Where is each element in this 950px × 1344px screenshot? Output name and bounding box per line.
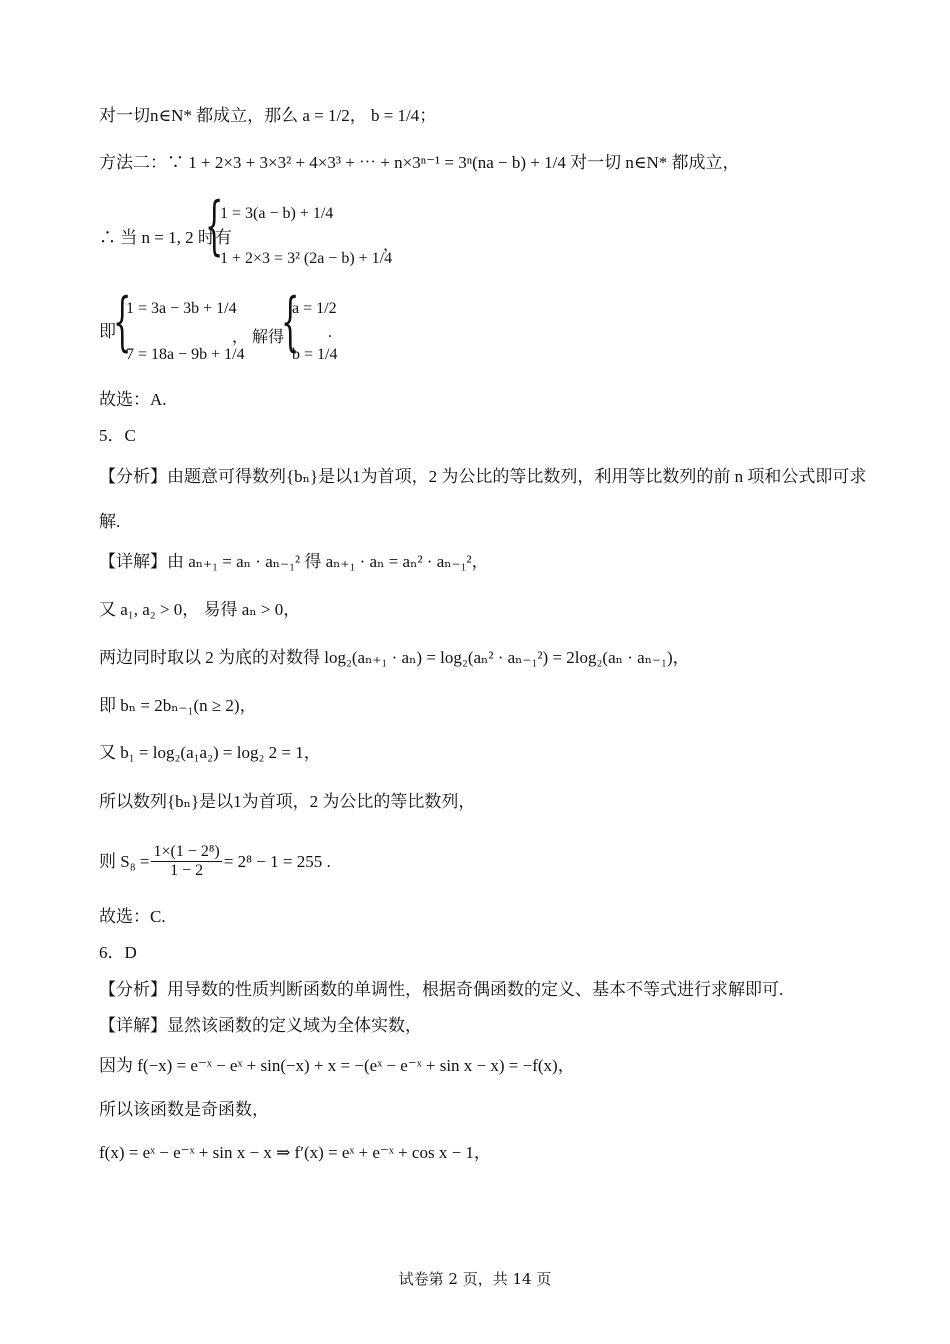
question-number: 6．D bbox=[99, 943, 137, 962]
analysis-line: 【分析】由题意可得数列{bₙ}是以1为首项，2 为公比的等比数列，利用等比数列的前 n 项和公式即可求 bbox=[99, 467, 867, 486]
question-number: 5．C bbox=[99, 426, 136, 445]
text-fragment: ， bbox=[383, 237, 400, 254]
text-line: 又 b₁ = log₂(a₁a₂) = log₂ 2 = 1， bbox=[99, 743, 321, 762]
fraction-numerator: 1×(1 − 2⁸) bbox=[153, 843, 220, 860]
text-line: 故选：A. bbox=[99, 390, 167, 409]
text-line: 所以该函数是奇函数， bbox=[99, 1100, 269, 1119]
text-line: f(x) = eˣ − e⁻ˣ + sin x − x ⇒ f′(x) = eˣ + e⁻ˣ + cos x − 1， bbox=[99, 1143, 491, 1162]
text-line: 所以数列{bₙ}是以1为首项，2 为公比的等比数列， bbox=[99, 792, 476, 811]
text-line: 方法二：∵ 1 + 2×3 + 3×3² + 4×3³ + ⋯ + n×3ⁿ⁻¹ = 3ⁿ(na − b) + 1/4 对一切 n∈N* 都成立， bbox=[99, 153, 740, 172]
equation-row: 1 + 2×3 = 3² (2a − b) + 1/4 bbox=[220, 250, 393, 267]
analysis-line: 【分析】用导数的性质判断函数的单调性，根据奇偶函数的定义、基本不等式进行求解即可. bbox=[99, 980, 784, 999]
brace-symbol: { bbox=[205, 189, 224, 263]
fraction-equation bbox=[99, 843, 331, 880]
text-fragment: 则 S₈ = bbox=[99, 851, 150, 871]
brace-symbol: { bbox=[281, 285, 300, 359]
equation-row: 7 = 18a − 9b + 1/4 bbox=[126, 346, 245, 363]
text-line: 故选：C. bbox=[99, 907, 166, 926]
brace-symbol: { bbox=[113, 285, 132, 359]
text-line: 因为 f(−x) = e⁻ˣ − eˣ + sin(−x) + x = −(eˣ − e⁻ˣ + sin x − x) = −f(x)， bbox=[99, 1056, 575, 1075]
text-line: 又 a₁, a₂ > 0， 易得 aₙ > 0， bbox=[99, 600, 301, 619]
equation-row: b = 1/4 bbox=[292, 346, 338, 363]
text-fragment: ， 解得 bbox=[232, 329, 285, 346]
fraction bbox=[151, 843, 221, 880]
text-line: ∴ 当 n = 1, 2 时有 bbox=[99, 228, 232, 247]
detail-line: 【详解】显然该函数的定义域为全体实数， bbox=[99, 1016, 422, 1035]
text-line: 对一切n∈N* 都成立，那么 a = 1/2， b = 1/4； bbox=[99, 106, 437, 125]
text-line: 即 bₙ = 2bₙ₋₁(n ≥ 2)， bbox=[99, 696, 257, 715]
text-fragment: = 2⁸ − 1 = 255 . bbox=[223, 851, 331, 871]
text-line: 两边同时取以 2 为底的对数得 log₂(aₙ₊₁ · aₙ) = log₂(aₙ² · aₙ₋₁²) = 2log₂(aₙ · aₙ₋₁)， bbox=[99, 648, 690, 667]
equation-row: 1 = 3(a − b) + 1/4 bbox=[220, 205, 334, 222]
text-fragment: . bbox=[328, 324, 332, 341]
page-footer: 试卷第 2 页，共 14 页 bbox=[398, 1270, 552, 1288]
detail-line: 【详解】由 aₙ₊₁ = aₙ · aₙ₋₁² 得 aₙ₊₁ · aₙ = aₙ² · aₙ₋₁²， bbox=[99, 552, 489, 571]
text-line: 即 bbox=[99, 322, 116, 341]
text-line: 解. bbox=[99, 512, 121, 531]
equation-row: 1 = 3a − 3b + 1/4 bbox=[126, 300, 237, 317]
equation-row: a = 1/2 bbox=[292, 300, 337, 317]
fraction-denominator: 1 − 2 bbox=[170, 862, 204, 879]
